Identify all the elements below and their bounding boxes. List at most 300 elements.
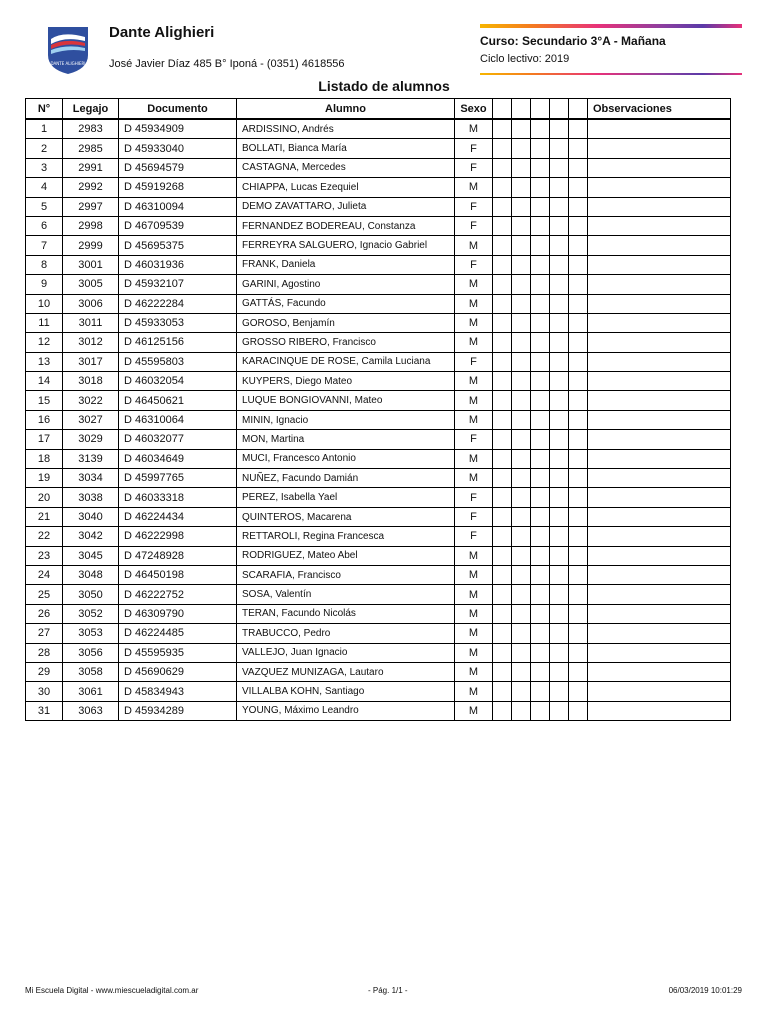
row-check-cell: [512, 197, 531, 216]
row-check-cell: [493, 372, 512, 391]
row-documento: D 46032054: [119, 372, 237, 391]
row-check-cell: [569, 216, 588, 235]
row-legajo: 3029: [63, 430, 119, 449]
row-check-cell: [512, 662, 531, 681]
row-check-cell: [550, 488, 569, 507]
row-check-cell: [512, 313, 531, 332]
row-alumno: SOSA, Valentín: [237, 585, 455, 604]
table-row: [26, 275, 731, 294]
row-observaciones: [588, 139, 731, 158]
row-check-cell: [569, 255, 588, 274]
row-check-cell: [550, 158, 569, 177]
row-check-cell: [493, 313, 512, 332]
row-check-cell: [493, 391, 512, 410]
row-documento: D 46222284: [119, 294, 237, 313]
row-documento: D 45932107: [119, 275, 237, 294]
row-number: 13: [26, 352, 63, 371]
row-check-cell: [512, 430, 531, 449]
row-number: 29: [26, 662, 63, 681]
row-number: 6: [26, 216, 63, 235]
table-row: [26, 624, 731, 643]
table-row: [26, 139, 731, 158]
row-legajo: 2998: [63, 216, 119, 235]
row-number: 12: [26, 333, 63, 352]
row-check-cell: [493, 527, 512, 546]
row-check-cell: [531, 410, 550, 429]
row-number: 22: [26, 527, 63, 546]
row-check-cell: [550, 313, 569, 332]
row-check-cell: [531, 352, 550, 371]
school-name: Dante Alighieri: [109, 24, 215, 41]
row-legajo: 3017: [63, 352, 119, 371]
header-blank: [531, 99, 550, 120]
row-documento: D 46034649: [119, 449, 237, 468]
table-row: [26, 604, 731, 623]
row-check-cell: [493, 139, 512, 158]
row-check-cell: [493, 410, 512, 429]
row-alumno: RETTAROLI, Regina Francesca: [237, 527, 455, 546]
row-sexo: M: [455, 469, 493, 488]
row-check-cell: [569, 236, 588, 255]
row-observaciones: [588, 158, 731, 177]
row-documento: D 46031936: [119, 255, 237, 274]
row-check-cell: [569, 585, 588, 604]
row-observaciones: [588, 294, 731, 313]
row-legajo: 3063: [63, 701, 119, 720]
row-check-cell: [512, 275, 531, 294]
row-sexo: F: [455, 197, 493, 216]
row-sexo: M: [455, 682, 493, 701]
row-observaciones: [588, 449, 731, 468]
row-alumno: MININ, Ignacio: [237, 410, 455, 429]
row-check-cell: [569, 643, 588, 662]
row-check-cell: [493, 546, 512, 565]
row-check-cell: [531, 604, 550, 623]
row-check-cell: [550, 430, 569, 449]
row-check-cell: [569, 701, 588, 720]
row-sexo: M: [455, 604, 493, 623]
row-number: 26: [26, 604, 63, 623]
header-blank: [512, 99, 531, 120]
row-check-cell: [493, 604, 512, 623]
row-check-cell: [569, 372, 588, 391]
row-legajo: 2997: [63, 197, 119, 216]
row-alumno: TERAN, Facundo Nicolás: [237, 604, 455, 623]
row-observaciones: [588, 624, 731, 643]
row-check-cell: [493, 178, 512, 197]
row-alumno: ARDISSINO, Andrés: [237, 119, 455, 139]
row-check-cell: [550, 662, 569, 681]
row-documento: D 46222998: [119, 527, 237, 546]
row-check-cell: [569, 352, 588, 371]
row-sexo: M: [455, 178, 493, 197]
row-check-cell: [512, 352, 531, 371]
row-number: 15: [26, 391, 63, 410]
row-number: 10: [26, 294, 63, 313]
table-row: [26, 119, 731, 139]
row-check-cell: [493, 216, 512, 235]
table-row: [26, 701, 731, 720]
row-check-cell: [550, 585, 569, 604]
school-logo: [43, 25, 93, 75]
row-legajo: 3056: [63, 643, 119, 662]
row-check-cell: [550, 624, 569, 643]
row-legajo: 3048: [63, 565, 119, 584]
row-check-cell: [493, 352, 512, 371]
row-check-cell: [531, 449, 550, 468]
row-observaciones: [588, 701, 731, 720]
row-documento: D 45934909: [119, 119, 237, 139]
row-legajo: 3034: [63, 469, 119, 488]
row-alumno: TRABUCCO, Pedro: [237, 624, 455, 643]
row-observaciones: [588, 565, 731, 584]
row-sexo: M: [455, 546, 493, 565]
row-observaciones: [588, 469, 731, 488]
row-number: 8: [26, 255, 63, 274]
row-check-cell: [569, 178, 588, 197]
row-documento: D 45933053: [119, 313, 237, 332]
table-row: [26, 469, 731, 488]
row-check-cell: [531, 507, 550, 526]
row-alumno: QUINTEROS, Macarena: [237, 507, 455, 526]
row-number: 7: [26, 236, 63, 255]
row-alumno: RODRIGUEZ, Mateo Abel: [237, 546, 455, 565]
row-alumno: NUÑEZ, Facundo Damián: [237, 469, 455, 488]
row-check-cell: [531, 565, 550, 584]
row-check-cell: [512, 333, 531, 352]
row-documento: D 46310064: [119, 410, 237, 429]
row-legajo: 3139: [63, 449, 119, 468]
table-row: [26, 430, 731, 449]
row-check-cell: [531, 372, 550, 391]
row-check-cell: [550, 391, 569, 410]
row-check-cell: [569, 546, 588, 565]
row-check-cell: [512, 565, 531, 584]
table-row: [26, 236, 731, 255]
row-check-cell: [550, 643, 569, 662]
row-check-cell: [512, 604, 531, 623]
row-legajo: 3011: [63, 313, 119, 332]
row-legajo: 3061: [63, 682, 119, 701]
row-check-cell: [550, 255, 569, 274]
row-check-cell: [531, 546, 550, 565]
row-documento: D 45834943: [119, 682, 237, 701]
row-check-cell: [531, 391, 550, 410]
table-row: [26, 585, 731, 604]
row-observaciones: [588, 430, 731, 449]
table-row: [26, 488, 731, 507]
row-check-cell: [512, 391, 531, 410]
row-observaciones: [588, 662, 731, 681]
row-check-cell: [550, 701, 569, 720]
row-number: 27: [26, 624, 63, 643]
row-alumno: FRANK, Daniela: [237, 255, 455, 274]
row-sexo: F: [455, 255, 493, 274]
table-row: [26, 682, 731, 701]
table-row: [26, 178, 731, 197]
row-check-cell: [569, 507, 588, 526]
row-check-cell: [493, 449, 512, 468]
row-check-cell: [512, 469, 531, 488]
row-sexo: F: [455, 430, 493, 449]
row-check-cell: [550, 352, 569, 371]
row-check-cell: [512, 236, 531, 255]
row-observaciones: [588, 216, 731, 235]
row-documento: D 46309790: [119, 604, 237, 623]
row-check-cell: [531, 119, 550, 139]
row-check-cell: [550, 469, 569, 488]
row-observaciones: [588, 643, 731, 662]
decorative-bar-top: [480, 24, 742, 28]
row-legajo: 3040: [63, 507, 119, 526]
row-check-cell: [569, 430, 588, 449]
row-legajo: 3027: [63, 410, 119, 429]
row-check-cell: [531, 178, 550, 197]
row-alumno: DEMO ZAVATTARO, Julieta: [237, 197, 455, 216]
row-check-cell: [550, 604, 569, 623]
row-check-cell: [531, 313, 550, 332]
row-check-cell: [531, 430, 550, 449]
row-legajo: 3018: [63, 372, 119, 391]
header-legajo: Legajo: [63, 99, 119, 120]
row-check-cell: [493, 469, 512, 488]
row-check-cell: [531, 662, 550, 681]
row-sexo: M: [455, 236, 493, 255]
row-check-cell: [531, 585, 550, 604]
row-alumno: PEREZ, Isabella Yael: [237, 488, 455, 507]
header-blank: [569, 99, 588, 120]
row-check-cell: [569, 391, 588, 410]
table-row: [26, 507, 731, 526]
row-sexo: M: [455, 643, 493, 662]
row-check-cell: [531, 643, 550, 662]
row-check-cell: [550, 682, 569, 701]
row-check-cell: [569, 624, 588, 643]
course-label: Curso: Secundario 3°A - Mañana: [480, 34, 666, 48]
row-alumno: BOLLATI, Bianca María: [237, 139, 455, 158]
row-check-cell: [550, 119, 569, 139]
row-documento: D 46709539: [119, 216, 237, 235]
row-number: 2: [26, 139, 63, 158]
row-check-cell: [493, 197, 512, 216]
row-documento: D 45595803: [119, 352, 237, 371]
row-check-cell: [493, 585, 512, 604]
table-row: [26, 255, 731, 274]
table-row: [26, 527, 731, 546]
row-check-cell: [512, 507, 531, 526]
row-check-cell: [493, 333, 512, 352]
row-check-cell: [512, 585, 531, 604]
logo-text: DANTE ALIGHIERI: [50, 61, 86, 66]
row-documento: D 46450198: [119, 565, 237, 584]
row-observaciones: [588, 255, 731, 274]
row-check-cell: [531, 255, 550, 274]
row-observaciones: [588, 488, 731, 507]
row-number: 1: [26, 119, 63, 139]
list-title: Listado de alumnos: [318, 78, 450, 94]
row-check-cell: [512, 158, 531, 177]
row-legajo: 3022: [63, 391, 119, 410]
row-check-cell: [569, 197, 588, 216]
table-row: [26, 662, 731, 681]
row-check-cell: [569, 410, 588, 429]
row-check-cell: [569, 294, 588, 313]
row-documento: D 46222752: [119, 585, 237, 604]
row-legajo: 3058: [63, 662, 119, 681]
row-sexo: M: [455, 410, 493, 429]
row-check-cell: [512, 643, 531, 662]
table-row: [26, 158, 731, 177]
row-check-cell: [493, 255, 512, 274]
row-legajo: 3052: [63, 604, 119, 623]
students-table: [25, 98, 731, 721]
row-observaciones: [588, 333, 731, 352]
header-documento: Documento: [119, 99, 237, 120]
row-sexo: F: [455, 352, 493, 371]
row-alumno: SCARAFIA, Francisco: [237, 565, 455, 584]
row-check-cell: [550, 507, 569, 526]
row-number: 23: [26, 546, 63, 565]
school-address: José Javier Díaz 485 B° Iponá - (0351) 4618556: [109, 58, 345, 70]
row-check-cell: [550, 372, 569, 391]
row-documento: D 46310094: [119, 197, 237, 216]
row-number: 17: [26, 430, 63, 449]
row-observaciones: [588, 527, 731, 546]
row-alumno: GROSSO RIBERO, Francisco: [237, 333, 455, 352]
row-documento: D 46033318: [119, 488, 237, 507]
row-check-cell: [512, 527, 531, 546]
row-sexo: F: [455, 139, 493, 158]
row-number: 3: [26, 158, 63, 177]
row-alumno: FERREYRA SALGUERO, Ignacio Gabriel: [237, 236, 455, 255]
row-sexo: M: [455, 333, 493, 352]
row-sexo: M: [455, 585, 493, 604]
row-alumno: FERNANDEZ BODEREAU, Constanza: [237, 216, 455, 235]
row-legajo: 2983: [63, 119, 119, 139]
row-check-cell: [493, 643, 512, 662]
table-row: [26, 410, 731, 429]
row-alumno: VALLEJO, Juan Ignacio: [237, 643, 455, 662]
row-check-cell: [493, 488, 512, 507]
row-check-cell: [493, 119, 512, 139]
header-observaciones: Observaciones: [588, 99, 731, 120]
row-check-cell: [531, 527, 550, 546]
row-documento: D 45595935: [119, 643, 237, 662]
row-check-cell: [569, 682, 588, 701]
row-documento: D 45690629: [119, 662, 237, 681]
row-check-cell: [569, 662, 588, 681]
row-check-cell: [512, 178, 531, 197]
row-check-cell: [569, 604, 588, 623]
row-sexo: M: [455, 449, 493, 468]
row-number: 19: [26, 469, 63, 488]
row-observaciones: [588, 275, 731, 294]
row-check-cell: [550, 294, 569, 313]
decorative-bar-bottom: [480, 73, 742, 75]
row-sexo: M: [455, 372, 493, 391]
row-check-cell: [493, 236, 512, 255]
row-legajo: 3005: [63, 275, 119, 294]
row-documento: D 45933040: [119, 139, 237, 158]
row-check-cell: [550, 333, 569, 352]
row-number: 18: [26, 449, 63, 468]
row-check-cell: [569, 449, 588, 468]
row-alumno: GOROSO, Benjamín: [237, 313, 455, 332]
row-check-cell: [569, 565, 588, 584]
row-check-cell: [531, 158, 550, 177]
row-check-cell: [493, 294, 512, 313]
row-check-cell: [493, 662, 512, 681]
row-alumno: MON, Martina: [237, 430, 455, 449]
table-row: [26, 372, 731, 391]
row-check-cell: [493, 430, 512, 449]
header-blank: [550, 99, 569, 120]
row-check-cell: [531, 624, 550, 643]
row-check-cell: [550, 527, 569, 546]
row-alumno: VILLALBA KOHN, Santiago: [237, 682, 455, 701]
row-check-cell: [531, 488, 550, 507]
row-legajo: 3012: [63, 333, 119, 352]
row-number: 16: [26, 410, 63, 429]
row-number: 31: [26, 701, 63, 720]
row-check-cell: [550, 410, 569, 429]
row-sexo: M: [455, 662, 493, 681]
row-alumno: LUQUE BONGIOVANNI, Mateo: [237, 391, 455, 410]
table-row: [26, 333, 731, 352]
row-check-cell: [550, 236, 569, 255]
row-sexo: M: [455, 391, 493, 410]
row-number: 21: [26, 507, 63, 526]
row-check-cell: [493, 158, 512, 177]
footer-timestamp: 06/03/2019 10:01:29: [668, 986, 742, 995]
row-legajo: 3001: [63, 255, 119, 274]
row-check-cell: [493, 624, 512, 643]
row-check-cell: [493, 701, 512, 720]
row-check-cell: [531, 139, 550, 158]
row-check-cell: [512, 488, 531, 507]
row-observaciones: [588, 372, 731, 391]
table-row: [26, 643, 731, 662]
row-alumno: VAZQUEZ MUNIZAGA, Lautaro: [237, 662, 455, 681]
row-documento: D 45919268: [119, 178, 237, 197]
header-blank: [493, 99, 512, 120]
table-row: [26, 449, 731, 468]
row-observaciones: [588, 352, 731, 371]
row-legajo: 3050: [63, 585, 119, 604]
row-observaciones: [588, 313, 731, 332]
row-number: 28: [26, 643, 63, 662]
row-check-cell: [531, 236, 550, 255]
row-documento: D 45695375: [119, 236, 237, 255]
row-check-cell: [550, 216, 569, 235]
row-sexo: M: [455, 119, 493, 139]
row-sexo: F: [455, 527, 493, 546]
row-check-cell: [512, 255, 531, 274]
row-check-cell: [512, 294, 531, 313]
row-alumno: GATTÁS, Facundo: [237, 294, 455, 313]
row-observaciones: [588, 604, 731, 623]
row-alumno: CASTAGNA, Mercedes: [237, 158, 455, 177]
table-row: [26, 294, 731, 313]
table-row: [26, 216, 731, 235]
row-sexo: F: [455, 488, 493, 507]
row-number: 11: [26, 313, 63, 332]
row-observaciones: [588, 546, 731, 565]
row-check-cell: [512, 682, 531, 701]
row-check-cell: [531, 294, 550, 313]
row-documento: D 46224434: [119, 507, 237, 526]
row-sexo: M: [455, 624, 493, 643]
